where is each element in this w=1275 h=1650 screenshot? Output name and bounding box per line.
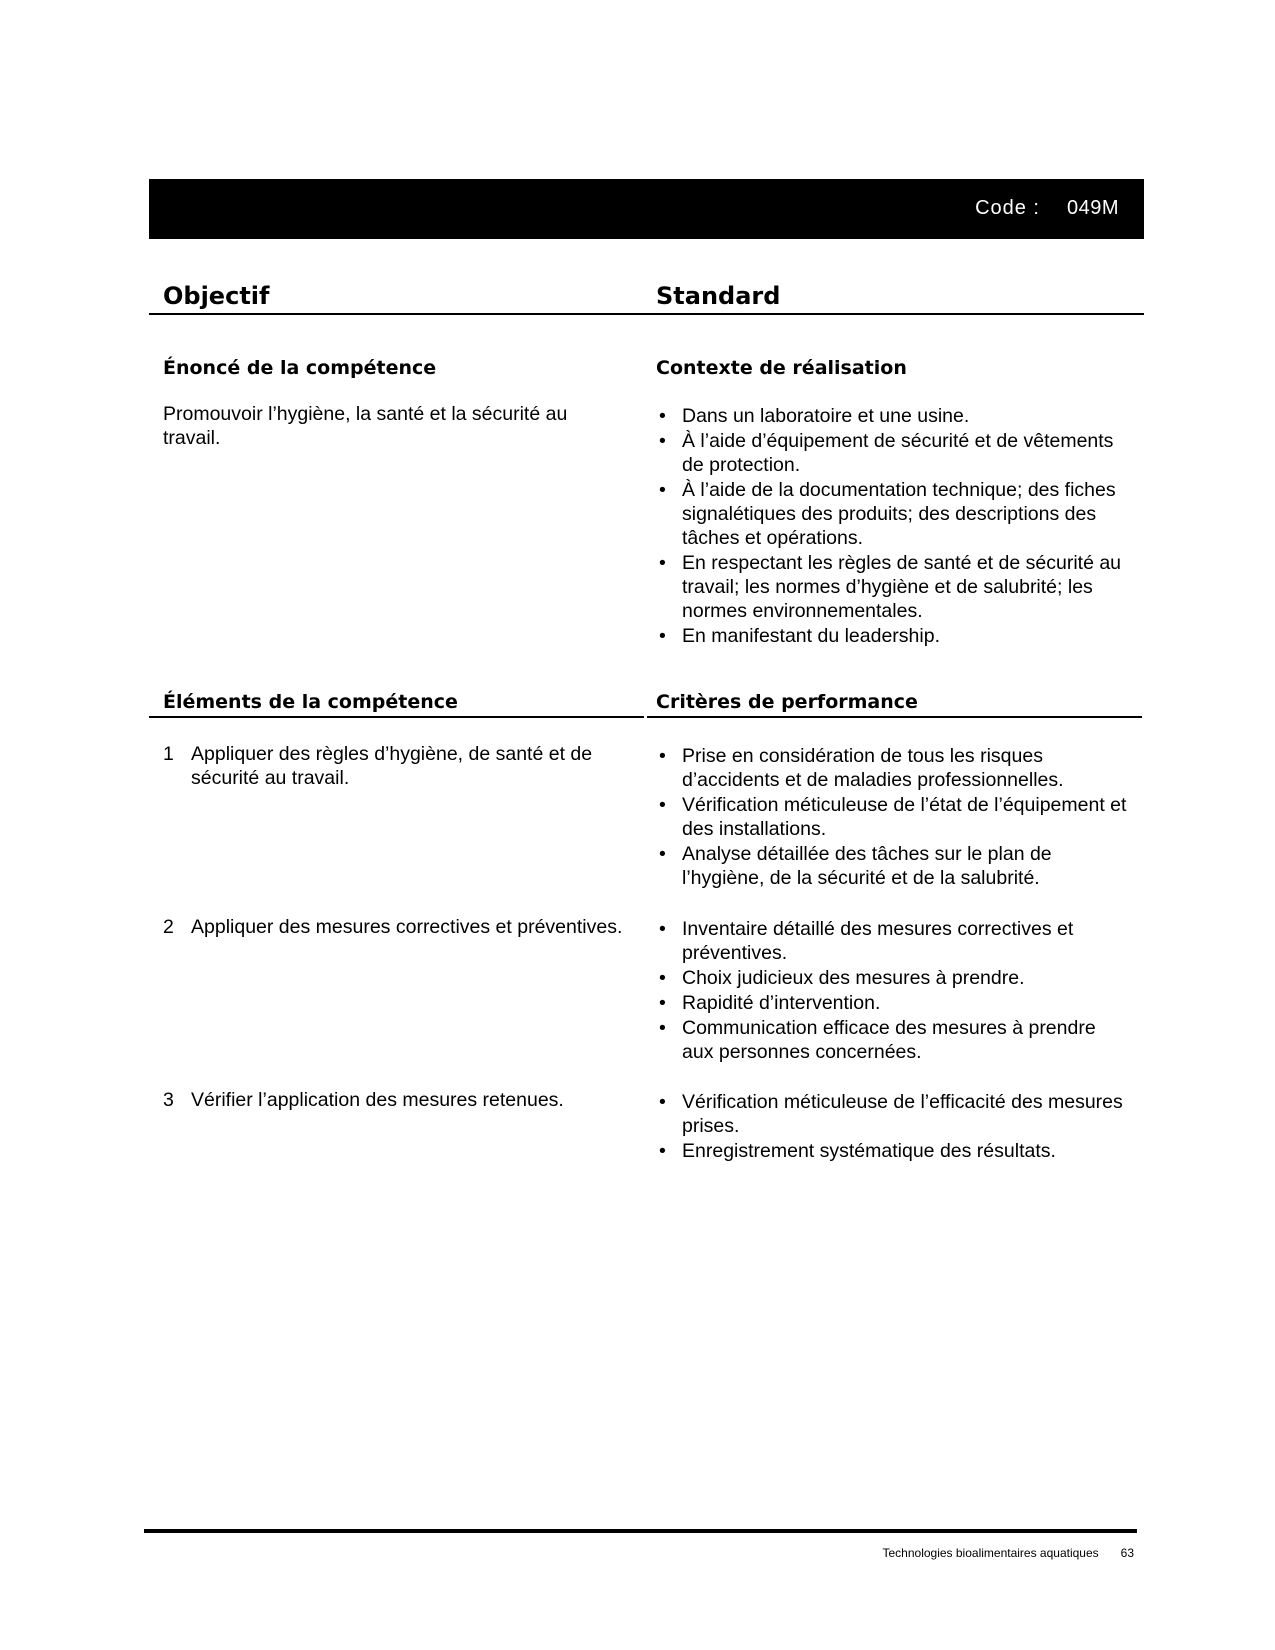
list-item: • En respectant les règles de santé et de sécurité au travail; les normes d’hygiène et de salubrité; les normes environnementales. (659, 551, 1129, 623)
list-item: • Prise en considération de tous les risques d’accidents et de maladies professionnelles. (659, 744, 1129, 792)
footer-divider (144, 1529, 1137, 1533)
criteres-divider (647, 716, 1142, 718)
criteres-list-2 (659, 917, 1129, 1065)
element-text: Appliquer des mesures correctives et préventives. (191, 916, 623, 938)
element-text: Appliquer des règles d’hygiène, de santé et de sécurité au travail. (191, 743, 593, 789)
elements-divider (149, 716, 644, 718)
element-number: 2 (163, 916, 174, 938)
footer-title: Technologies bioalimentaires aquatiques (882, 1546, 1099, 1560)
element-number: 1 (163, 743, 174, 765)
list-item: • À l’aide de la documentation technique; des fiches signalétiques des produits; des descriptions des tâches et opérations. (659, 478, 1129, 550)
list-item: • Choix judicieux des mesures à prendre. (659, 966, 1129, 990)
list-item: • En manifestant du leadership. (659, 624, 1129, 648)
contexte-list (659, 404, 1129, 649)
enonce-text: Promouvoir l’hygiène, la santé et la sécurité au travail. (163, 403, 568, 449)
code-bar (149, 179, 1144, 239)
criteres-list-3 (659, 1090, 1129, 1164)
criteres-title: Critères de performance (656, 691, 918, 713)
list-item: • Dans un laboratoire et une usine. (659, 404, 1129, 428)
list-item: • Inventaire détaillé des mesures correctives et préventives. (659, 917, 1129, 965)
list-item: • Communication efficace des mesures à prendre aux personnes concernées. (659, 1016, 1129, 1064)
element-item (163, 915, 633, 939)
header-divider (149, 313, 1144, 315)
objectif-heading: Objectif (163, 282, 270, 310)
enonce-title: Énoncé de la compétence (163, 357, 437, 379)
list-item: • Analyse détaillée des tâches sur le plan de l’hygiène, de la sécurité et de la salubrité. (659, 842, 1129, 890)
list-item: • Vérification méticuleuse de l’état de l’équipement et des installations. (659, 793, 1129, 841)
code-label: Code : (975, 197, 1040, 219)
standard-heading: Standard (656, 282, 781, 310)
element-item (163, 1088, 633, 1112)
list-item: • À l’aide d’équipement de sécurité et de vêtements de protection. (659, 429, 1129, 477)
code-value: 049M (1066, 197, 1119, 219)
element-number: 3 (163, 1089, 174, 1111)
list-item: • Enregistrement systématique des résultats. (659, 1139, 1129, 1163)
element-item (163, 742, 633, 790)
elements-title: Éléments de la compétence (163, 691, 458, 713)
list-item: • Vérification méticuleuse de l’efficacité des mesures prises. (659, 1090, 1129, 1138)
criteres-list-1 (659, 744, 1129, 891)
footer (883, 1546, 1135, 1560)
element-text: Vérifier l’application des mesures retenues. (191, 1089, 564, 1111)
contexte-title: Contexte de réalisation (656, 357, 907, 379)
page-number: 63 (1120, 1546, 1134, 1560)
list-item: • Rapidité d’intervention. (659, 991, 1129, 1015)
